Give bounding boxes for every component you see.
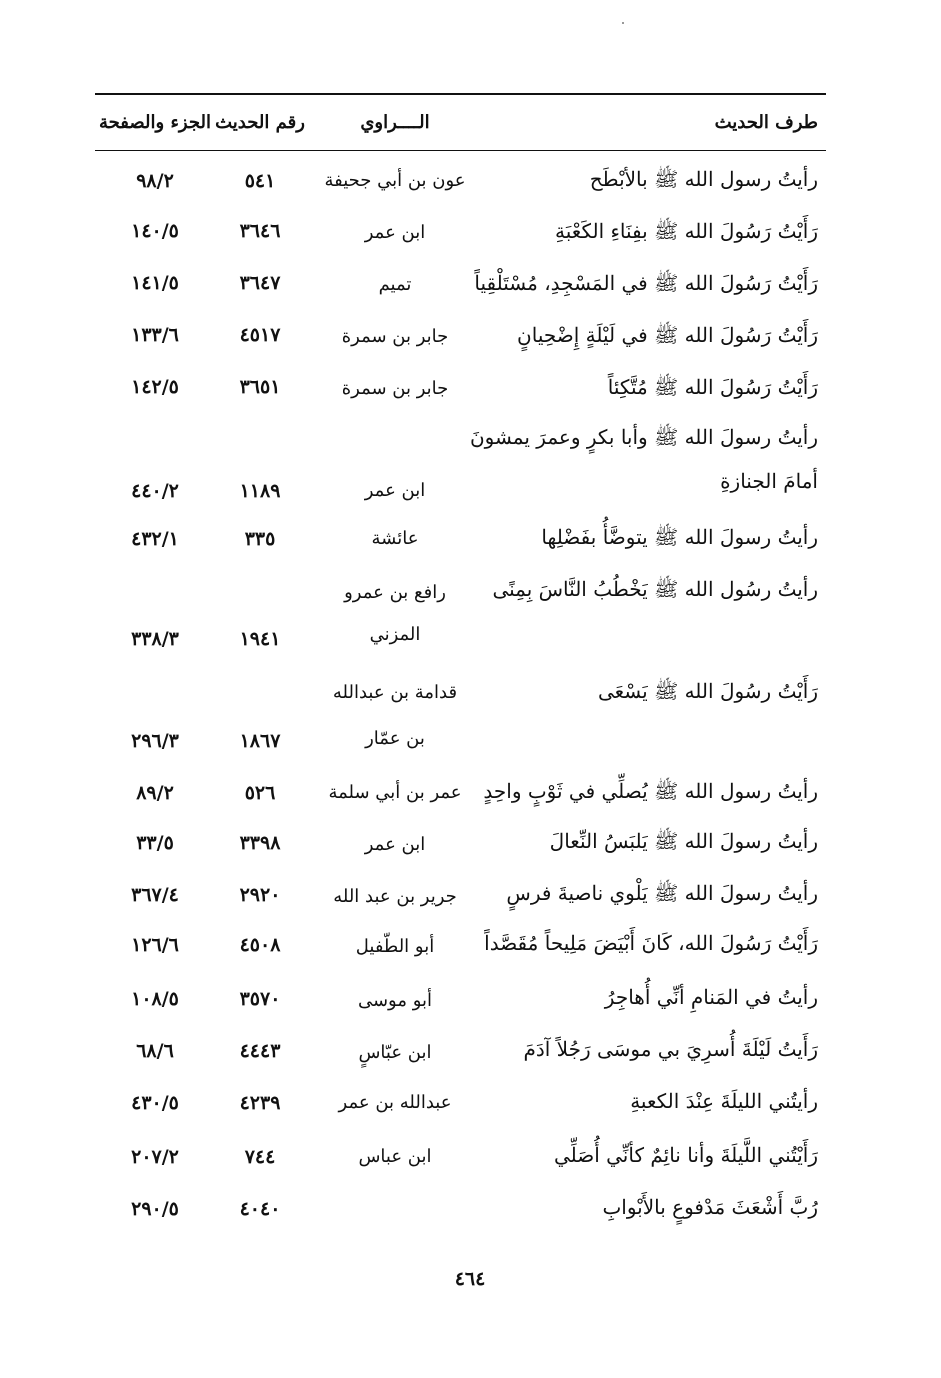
volume-page: ٤٣٢/١: [131, 528, 179, 550]
header-hadith-text: طرف الحديث: [714, 112, 818, 133]
hadith-number: ٣٦٤٦: [239, 220, 281, 242]
narrator: ابن عمر: [364, 480, 426, 501]
narrator: عمر بن أبي سلمة: [328, 782, 462, 803]
volume-page: ٤٣٠/٥: [131, 1092, 179, 1114]
volume-page: ٢٠٧/٢: [131, 1146, 179, 1168]
narrator: عون بن أبي جحيفة: [324, 170, 466, 191]
hadith-number: ٣٦٤٧: [239, 272, 281, 294]
narrator: تميم: [378, 274, 412, 295]
narrator: عائشة: [371, 528, 419, 549]
narrator-continued: المزني: [369, 624, 421, 645]
narrator: أبو موسى: [357, 990, 433, 1011]
hadith-text: رَأَيْتُني اللَّيلَةَ وأنا نائِمٌ كأنِّي أُصَلِّي: [553, 1143, 818, 1167]
header-rule: [95, 150, 826, 151]
volume-page: ٣٣٨/٣: [131, 628, 179, 650]
header-volume-page: الجزء والصفحة: [99, 112, 211, 133]
volume-page: ٨٩/٢: [136, 782, 174, 804]
hadith-number: ٤٥٠٨: [239, 934, 281, 956]
hadith-text: رأيتُ رسُول الله ﷺ يَخْطُبُ النَّاسَ بِمِنًى: [492, 577, 818, 601]
hadith-number: ٧٤٤: [244, 1146, 276, 1168]
hadith-text: رأيتُ رسولَ الله ﷺ وأبا بكرٍ وعمرَ يمشونَ: [469, 425, 818, 449]
hadith-text: رَأَيتُ لَيْلَةَ أُسرِيَ بي موسَى رَجُلاً آدَمَ: [523, 1037, 818, 1061]
header-narrator: الــــراوي: [360, 112, 430, 133]
narrator: رافع بن عمرو: [344, 582, 446, 603]
hadith-text: رَأَيْتُ رَسُولَ الله ﷺ مُتَّكِئاً: [607, 375, 818, 399]
hadith-text: رَأَيْتُ رَسُولَ الله ﷺ بفِنَاءِ الكَعْبَةِ: [555, 219, 818, 243]
narrator-continued: بن عمّار: [365, 728, 425, 749]
volume-page: ٦٨/٦: [136, 1040, 174, 1062]
hadith-number: ٤٠٤٠: [239, 1198, 281, 1220]
hadith-text: رأيتُ في المَنامِ أنِّي أُهاجِرُ: [604, 985, 818, 1009]
narrator: عبدالله بن عمر: [338, 1092, 452, 1113]
hadith-text: رأيتُ رسولَ الله ﷺ يَلْوي ناصيةَ فرسٍ: [506, 881, 818, 905]
hadith-text: رُبَّ أَشْعَثَ مَدْفوعٍ بالأَبْوابِ: [602, 1195, 818, 1219]
hadith-text: رأيتُ رسولَ الله ﷺ يَلبَسُ النِّعالَ: [549, 829, 818, 853]
hadith-number: ٣٦٥١: [239, 376, 281, 398]
hadith-text: رَأَيْتُ رسُولَ الله ﷺ يَسْعَى: [597, 679, 818, 703]
hadith-text-continued: أمامَ الجنازةِ: [720, 469, 818, 493]
hadith-text: رأيتُني الليلَةَ عِنْدَ الكعبةِ: [630, 1089, 818, 1113]
volume-page: ١٤١/٥: [131, 272, 179, 294]
hadith-number: ٤٤٤٣: [239, 1040, 281, 1062]
hadith-number: ٢٩٢٠: [239, 884, 281, 906]
narrator: جابر بن سمرة: [341, 326, 449, 347]
volume-page: ٩٨/٢: [136, 170, 174, 192]
narrator: ابن عباس: [358, 1146, 432, 1167]
volume-page: ١٤٢/٥: [131, 376, 179, 398]
page-number: ٤٦٤: [454, 1268, 486, 1290]
hadith-text: رأيتُ رسول الله ﷺ يُصلِّي في ثَوْبٍ واحِدٍ: [483, 779, 818, 803]
hadith-number: ٣٣٩٨: [239, 832, 281, 854]
volume-page: ١٤٠/٥: [131, 220, 179, 242]
narrator: قدامة بن عبدالله: [332, 682, 458, 703]
hadith-text: رَأَيْتُ رَسُولَ الله ﷺ في لَيْلَةٍ إِضْحِيانٍ: [517, 323, 818, 347]
narrator: جابر بن سمرة: [341, 378, 449, 399]
volume-page: ٢٩٠/٥: [131, 1198, 179, 1220]
hadith-text: رأيتُ رسول الله ﷺ بالأبْطَح: [589, 167, 818, 191]
header-hadith-number: رقم الحديث: [215, 112, 305, 133]
volume-page: ٤٤٠/٢: [131, 480, 179, 502]
volume-page: ١٣٣/٦: [131, 324, 179, 346]
narrator: ابن عبّاسٍ: [358, 1042, 432, 1063]
hadith-number: ٣٣٥: [244, 528, 276, 550]
volume-page: ١٠٨/٥: [131, 988, 179, 1010]
volume-page: ٢٩٦/٣: [131, 730, 179, 752]
narrator: ابن عمر: [364, 222, 426, 243]
hadith-number: ١٨٦٧: [239, 730, 281, 752]
narrator: جرير بن عبد الله: [333, 886, 457, 907]
volume-page: ٣٣/٥: [136, 832, 174, 854]
volume-page: ١٢٦/٦: [131, 934, 179, 956]
narrator: ابن عمر: [364, 834, 426, 855]
hadith-number: ٤٢٣٩: [239, 1092, 281, 1114]
narrator: أبو الطّفيل: [355, 936, 435, 957]
hadith-text: رَأَيْتُ رَسُولَ الله، كَانَ أَبْيَضَ مَلِيحاً مُقَصَّداً: [484, 931, 818, 955]
hadith-number: ٥٤١: [244, 170, 276, 192]
volume-page: ٣٦٧/٤: [131, 884, 179, 906]
top-rule: [95, 93, 826, 95]
hadith-number: ١١٨٩: [239, 480, 281, 502]
hadith-text: رأيتُ رسولَ الله ﷺ يتوضَّأُ بفَضْلِها: [541, 525, 818, 549]
hadith-number: ٣٥٧٠: [239, 988, 281, 1010]
hadith-number: ٤٥١٧: [239, 324, 281, 346]
hadith-number: ٥٢٦: [244, 782, 276, 804]
hadith-number: ١٩٤١: [239, 628, 281, 650]
hadith-text: رَأَيْتُ رَسُولَ الله ﷺ في المَسْجِدِ، مُسْتَلْقِياً: [474, 271, 818, 295]
speck: [622, 22, 624, 24]
